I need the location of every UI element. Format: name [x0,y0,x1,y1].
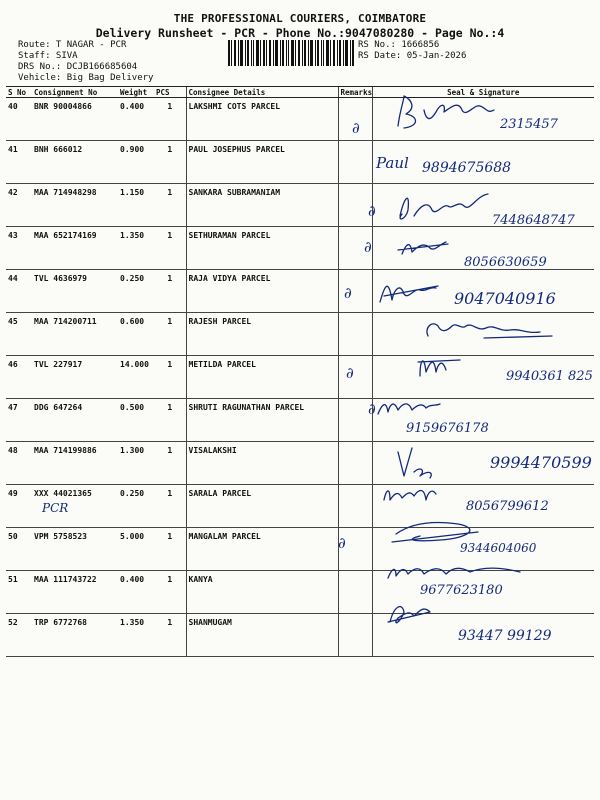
tick-mark-icon: ∂ [368,400,376,418]
cell-pcs: 1 [154,270,186,313]
handwritten-phone: 9994470599 [490,453,592,472]
cell-consignment: BNH 666012 [32,141,118,184]
cell-pcs: 1 [154,184,186,227]
col-header-weight: Weight [118,87,154,98]
company-title: THE PROFESSIONAL COURIERS, COIMBATORE [173,12,427,25]
cell-consignment: TRP 6772768 [32,614,118,657]
table-header-row [6,87,594,98]
cell-consignee: METILDA PARCEL [186,356,338,399]
barcode-icon [228,40,354,66]
staff-text: Staff: SIVA [18,51,78,61]
cell-sno: 44 [6,270,32,313]
cell-remarks [338,485,372,528]
runsheet-table [6,86,594,657]
cell-seal [372,485,594,528]
cell-pcs: 1 [154,141,186,184]
handwritten-phone: 2315457 [500,117,558,132]
cell-weight: 0.600 [118,313,154,356]
cell-seal [372,528,594,571]
handwritten-phone: 9677623180 [420,583,503,598]
cell-sno: 51 [6,571,32,614]
cell-pcs: 1 [154,356,186,399]
runsheet-subtitle: Delivery Runsheet - PCR - Phone No.:9047080280 - Page No.:4 [95,26,505,40]
cell-seal [372,184,594,227]
tick-mark-icon: ∂ [338,534,346,552]
cell-weight: 0.900 [118,141,154,184]
cell-consignment: TVL 4636979 [32,270,118,313]
handwritten-name: Paul [376,154,409,172]
cell-consignee: LAKSHMI COTS PARCEL [186,98,338,141]
cell-seal [372,98,594,141]
vehicle-text: Vehicle: Big Bag Delivery [18,73,154,83]
rs-number: RS No.: 1666856 [358,40,440,50]
cell-sno: 43 [6,227,32,270]
cell-pcs: 1 [154,399,186,442]
cell-sno: 47 [6,399,32,442]
cell-consignment: MAA 652174169 [32,227,118,270]
cell-consignment: VPM 5758523 [32,528,118,571]
cell-consignment: MAA 714199886 [32,442,118,485]
cell-consignee: RAJA VIDYA PARCEL [186,270,338,313]
cell-weight: 0.400 [118,98,154,141]
handwritten-phone: 9344604060 [460,541,537,555]
cell-weight: 1.300 [118,442,154,485]
cell-pcs: 1 [154,442,186,485]
tick-mark-icon: ∂ [344,284,352,302]
handwritten-phone: 8056799612 [466,499,549,514]
table-row [6,485,594,528]
cell-remarks [338,141,372,184]
cell-consignment: MAA 714200711 [32,313,118,356]
col-header-sno: S No [6,87,32,98]
cell-pcs: 1 [154,528,186,571]
cell-consignment: DDG 647264 [32,399,118,442]
tick-mark-icon: ∂ [368,202,376,220]
cell-pcs: 1 [154,98,186,141]
cell-consignment: MAA 714948298 [32,184,118,227]
table-row [6,98,594,141]
cell-pcs: 1 [154,614,186,657]
cell-remarks [338,227,372,270]
cell-weight: 0.400 [118,571,154,614]
cell-consignment: TVL 227917 [32,356,118,399]
cell-sno: 46 [6,356,32,399]
runsheet-meta-right [358,40,466,62]
cell-seal [372,614,594,657]
handwritten-phone: 93447 99129 [458,628,552,644]
cell-seal [372,141,594,184]
cell-seal [372,313,594,356]
handwritten-phone: 9159676178 [406,421,489,436]
handwritten-note: PCR [42,501,69,515]
table-row [6,442,594,485]
cell-seal [372,356,594,399]
cell-remarks [338,399,372,442]
runsheet-meta-left [18,40,153,84]
cell-remarks [338,313,372,356]
col-header-remarks: Remarks [338,87,372,98]
cell-consignee: PAUL JOSEPHUS PARCEL [186,141,338,184]
cell-weight: 14.000 [118,356,154,399]
cell-consignment: MAA 111743722 [32,571,118,614]
table-row [6,528,594,571]
cell-remarks [338,528,372,571]
cell-consignee: SHRUTI RAGUNATHAN PARCEL [186,399,338,442]
cell-sno: 42 [6,184,32,227]
cell-pcs: 1 [154,571,186,614]
handwritten-phone: 9940361 825 [506,369,593,384]
drs-number: DRS No.: DCJB166685604 [18,62,138,72]
cell-consignee: SARALA PARCEL [186,485,338,528]
cell-weight: 1.350 [118,227,154,270]
cell-pcs: 1 [154,485,186,528]
cell-pcs: 1 [154,313,186,356]
table-row [6,141,594,184]
cell-weight: 0.250 [118,270,154,313]
cell-consignee: RAJESH PARCEL [186,313,338,356]
cell-consignee: VISALAKSHI [186,442,338,485]
cell-consignee: SETHURAMAN PARCEL [186,227,338,270]
cell-remarks [338,98,372,141]
cell-weight: 5.000 [118,528,154,571]
cell-consignee: SANKARA SUBRAMANIAM [186,184,338,227]
cell-remarks [338,571,372,614]
cell-sno: 52 [6,614,32,657]
col-header-seal: Seal & Signature [372,87,594,98]
handwritten-phone: 9894675688 [422,160,512,176]
cell-sno: 48 [6,442,32,485]
cell-consignee: KANYA [186,571,338,614]
col-header-consignment: Consignment No [32,87,118,98]
tick-mark-icon: ∂ [364,238,372,256]
tick-mark-icon: ∂ [352,119,360,137]
table-row [6,399,594,442]
cell-weight: 1.150 [118,184,154,227]
col-header-pcs: PCS [154,87,186,98]
tick-mark-icon: ∂ [346,364,354,382]
table-row [6,571,594,614]
cell-sno: 50 [6,528,32,571]
route-text: Route: T NAGAR - PCR [18,40,127,50]
cell-remarks [338,442,372,485]
col-header-consignee: Consignee Details [186,87,338,98]
table-row [6,614,594,657]
cell-seal [372,442,594,485]
cell-seal [372,227,594,270]
table-row [6,184,594,227]
cell-sno: 45 [6,313,32,356]
cell-consignee: SHANMUGAM [186,614,338,657]
handwritten-phone: 9047040916 [454,289,556,308]
cell-sno: 41 [6,141,32,184]
handwritten-phone: 8056630659 [464,255,547,270]
cell-consignment: BNR 90004866 [32,98,118,141]
handwritten-phone: 7448648747 [492,213,575,228]
table-row [6,356,594,399]
table-row [6,313,594,356]
cell-pcs: 1 [154,227,186,270]
cell-remarks [338,184,372,227]
cell-weight: 0.250 [118,485,154,528]
cell-sno: 40 [6,98,32,141]
cell-consignment: XXX 44021365 [32,485,118,528]
cell-seal [372,571,594,614]
rs-date: RS Date: 05-Jan-2026 [358,51,467,61]
cell-weight: 1.350 [118,614,154,657]
cell-remarks [338,270,372,313]
cell-consignee: MANGALAM PARCEL [186,528,338,571]
cell-remarks [338,614,372,657]
cell-sno: 49 [6,485,32,528]
table-row [6,270,594,313]
cell-seal [372,399,594,442]
table-row [6,227,594,270]
cell-seal [372,270,594,313]
cell-weight: 0.500 [118,399,154,442]
cell-remarks [338,356,372,399]
